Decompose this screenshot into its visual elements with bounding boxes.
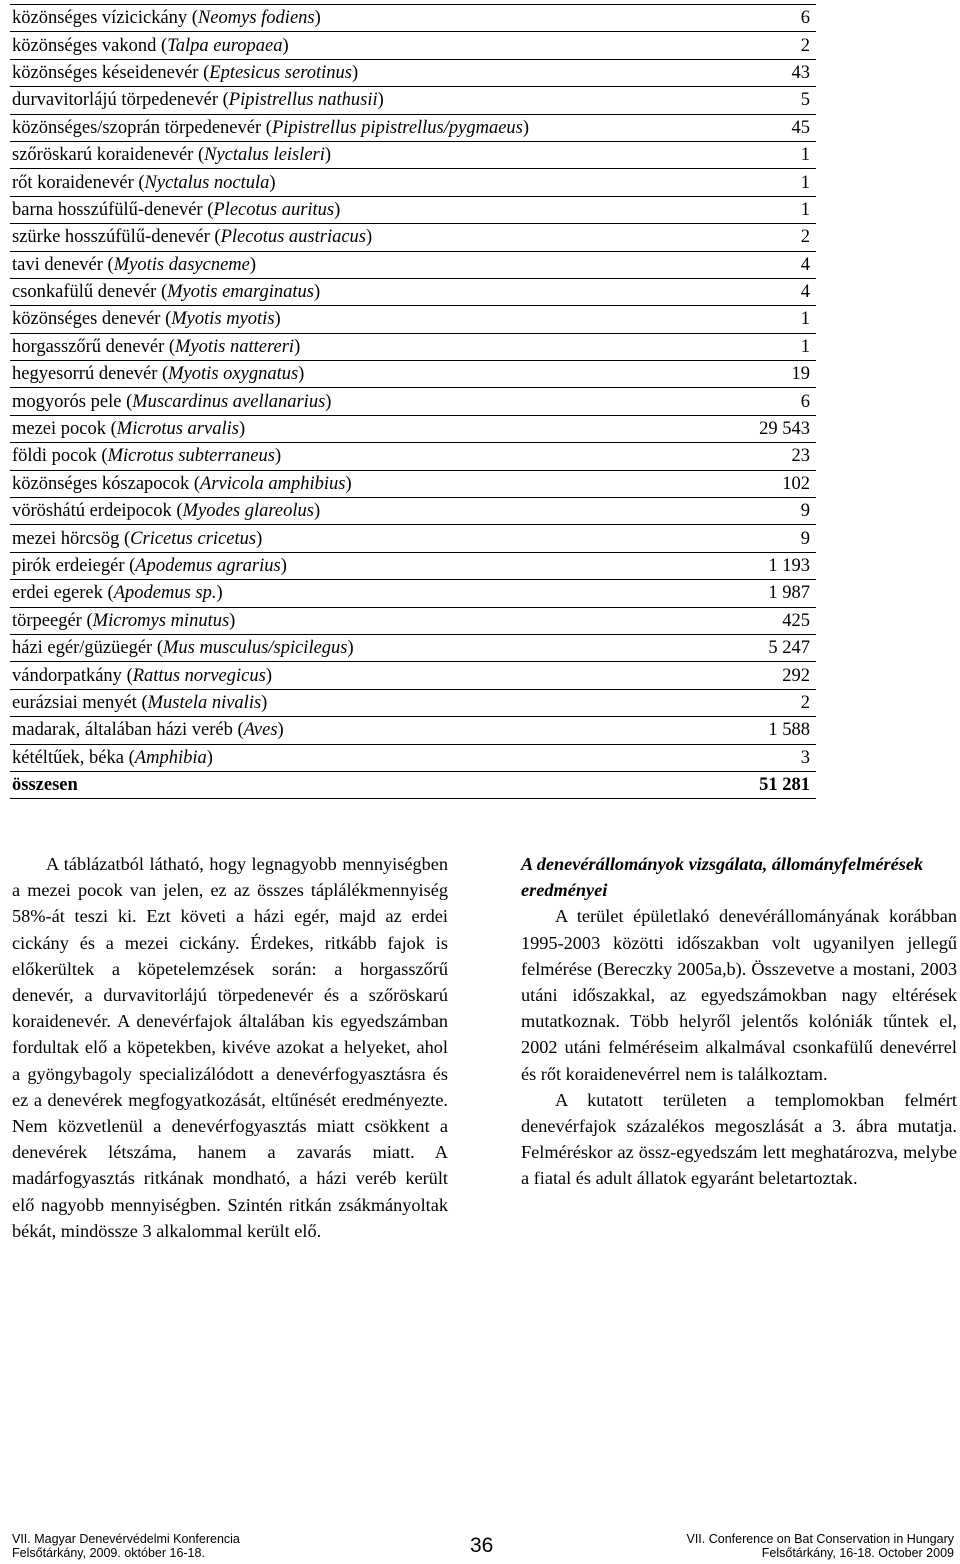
specimen-count: 1 [698,169,816,196]
species-latin-name: Plecotus auritus [213,199,335,220]
species-latin-name: Arvicola amphibius [200,473,346,494]
species-common-name: mezei hörcsög [12,528,120,549]
specimen-count: 3 [698,744,816,771]
species-name-cell: törpeegér (Micromys minutus) [10,607,698,634]
species-common-name: vöröshátú erdeipocok [12,501,172,522]
table-row [10,87,816,114]
specimen-count: 1 [698,141,816,168]
species-latin-name: Pipistrellus pipistrellus/pygmaeus [271,117,523,138]
species-latin-name: Mustela nivalis [147,692,262,713]
table-row [10,251,816,278]
species-latin-name: Myotis dasycneme [113,254,250,275]
species-latin-name: Aves [243,720,278,741]
specimen-count: 43 [698,59,816,86]
species-latin-name: Apodemus agrarius [135,556,281,576]
table-row [10,717,816,744]
species-table [10,4,816,799]
species-common-name: házi egér/güzüegér [12,638,153,659]
specimen-count: 5 [698,87,816,114]
species-name-cell: barna hosszúfülű-denevér (Plecotus auritus) [10,196,698,223]
table-row [10,224,816,251]
footer-conference-hu: VII. Magyar Denevérvédelmi Konferencia [12,1532,240,1546]
species-common-name: közönséges/szoprán törpedenevér [12,117,262,138]
footer-place-date-en: Felsőtárkány, 16-18. October 2009 [761,1546,954,1560]
table-row [10,634,816,661]
species-common-name: mogyorós pele [12,391,122,412]
species-common-name: erdei egerek [12,583,103,604]
species-latin-name: Neomys fodiens [197,8,315,29]
specimen-count: 23 [698,443,816,470]
footer-conference-en: VII. Conference on Bat Conservation in Hungary [686,1532,954,1546]
species-name-cell: szőröskarú koraidenevér (Nyctalus leisleri) [10,141,698,168]
species-common-name: rőt koraidenevér [12,172,134,193]
species-common-name: földi pocok [12,446,97,467]
specimen-count: 9 [698,525,816,552]
left-text-column [12,851,448,1244]
table-row [10,525,816,552]
species-name-cell: erdei egerek (Apodemus sp.) [10,580,698,607]
table-row [10,470,816,497]
species-name-cell: közönséges kószapocok (Arvicola amphibius) [10,470,698,497]
footer-place-date-hu: Felsőtárkány, 2009. október 16-18. [12,1546,205,1560]
species-name-cell: pirók erdeiegér (Apodemus agrarius) [10,552,698,579]
species-common-name: hegyesorrú denevér [12,364,158,385]
table-row [10,361,816,388]
footer-left [12,1532,240,1560]
specimen-count: 292 [698,662,816,689]
species-name-cell: földi pocok (Microtus subterraneus) [10,443,698,470]
table-row [10,278,816,305]
specimen-count: 1 987 [698,580,816,607]
species-latin-name: Muscardinus avellanarius [132,391,326,412]
specimen-count: 2 [698,689,816,716]
footer-right [686,1532,954,1560]
species-name-cell: kétéltűek, béka (Amphibia) [10,744,698,771]
species-name-cell: tavi denevér (Myotis dasycneme) [10,251,698,278]
specimen-count: 6 [698,388,816,415]
specimen-count: 1 [698,196,816,223]
specimen-count: 5 247 [698,634,816,661]
species-latin-name: Mus musculus/spicilegus [163,638,348,659]
species-latin-name: Pipistrellus nathusii [228,90,378,111]
specimen-count: 2 [698,32,816,59]
species-latin-name: Myotis oxygnatus [168,364,299,385]
species-latin-name: Nyctalus leisleri [204,145,325,166]
specimen-count: 2 [698,224,816,251]
species-name-cell: mogyorós pele (Muscardinus avellanarius) [10,388,698,415]
species-common-name: madarak, általában házi veréb [12,720,233,741]
species-latin-name: Myotis emarginatus [167,282,314,303]
table-row [10,388,816,415]
species-common-name: mezei pocok [12,419,106,440]
survey-paragraph-1: A terület épületlakó denevérállományának korábban 1995-2003 közötti időszakban volt ugyanilyen jellegű felmérése (Bereczky 2005a,b). Összevetve a mostani, 2003 utáni időszakkal, az egyedszámokban nagy eltérések mutatkoznak. Több helyről jelentős kolóniák tűntek el, 2002 utáni felméréseim alkalmával csonkafülű denevérrel és rőt koraidenevérrel nem is találkoztam. [521,906,957,1084]
species-name-cell: mezei pocok (Microtus arvalis) [10,415,698,442]
species-name-cell: közönséges késeidenevér (Eptesicus serotinus) [10,59,698,86]
table-row [10,333,816,360]
species-name-cell: eurázsiai menyét (Mustela nivalis) [10,689,698,716]
species-latin-name: Nyctalus noctula [144,172,270,193]
table-row [10,114,816,141]
species-common-name: eurázsiai menyét [12,692,137,713]
species-common-name: kétéltűek, béka [12,747,124,768]
table-row [10,196,816,223]
page-footer [0,1530,960,1564]
total-value: 51 281 [698,771,816,798]
species-common-name: közönséges vakond [12,35,157,56]
table-row [10,32,816,59]
species-name-cell: közönséges/szoprán törpedenevér (Pipistrellus pipistrellus/pygmaeus) [10,114,698,141]
table-row [10,443,816,470]
specimen-count: 1 193 [698,552,816,579]
species-common-name: tavi denevér [12,254,103,275]
species-name-cell: közönséges vakond (Talpa europaea) [10,32,698,59]
species-latin-name: Plecotus austriacus [220,227,366,248]
total-row [10,771,816,798]
page-number: 36 [470,1534,494,1557]
table-row [10,141,816,168]
species-common-name: szürke hosszúfülű-denevér [12,227,210,248]
species-common-name: közönséges denevér [12,309,161,330]
species-common-name: csonkafülű denevér [12,282,157,303]
specimen-count: 4 [698,278,816,305]
specimen-count: 9 [698,498,816,525]
species-name-cell: hegyesorrú denevér (Myotis oxygnatus) [10,361,698,388]
specimen-count: 425 [698,607,816,634]
species-name-cell: házi egér/güzüegér (Mus musculus/spicilegus) [10,634,698,661]
species-name-cell: közönséges denevér (Myotis myotis) [10,306,698,333]
table-row [10,498,816,525]
specimen-count: 6 [698,5,816,32]
specimen-count: 102 [698,470,816,497]
species-name-cell: madarak, általában házi veréb (Aves) [10,717,698,744]
species-common-name: közönséges vízicickány [12,8,188,29]
species-latin-name: Microtus subterraneus [107,446,275,467]
species-latin-name: Microtus arvalis [116,419,239,440]
table-row [10,169,816,196]
species-latin-name: Apodemus sp. [113,583,217,604]
table-row [10,415,816,442]
species-common-name: szőröskarú koraidenevér [12,145,194,166]
survey-paragraph-2: A kutatott területen a templomokban felmért denevérfajok százalékos megoszlását a 3. ábra mutatja. Felméréskor az össz-egyedszám lett meghatározva, melybe a fiatal és adult állatok egyaránt beletartoztak. [521,1089,957,1189]
total-label: összesen [10,771,698,798]
species-name-cell: vándorpatkány (Rattus norvegicus) [10,662,698,689]
species-latin-name: Myodes glareolus [182,501,314,522]
species-name-cell: durvavitorlájú törpedenevér (Pipistrellus nathusii) [10,87,698,114]
species-latin-name: Amphibia [134,747,207,768]
species-common-name: vándorpatkány [12,665,122,686]
species-name-cell: horgasszőrű denevér (Myotis nattereri) [10,333,698,360]
table-row [10,552,816,579]
specimen-count: 19 [698,361,816,388]
species-latin-name: Cricetus cricetus [130,528,257,549]
section-heading: A denevérállományok vizsgálata, állományfelmérések eredményei [521,854,924,901]
table-row [10,607,816,634]
table-row [10,580,816,607]
right-text-column [521,851,957,1192]
table-row [10,5,816,32]
results-paragraph: A táblázatból látható, hogy legnagyobb mennyiségben a mezei pocok van jelen, ez az összes táplálékmennyiség 58%-át teszi ki. Ezt követi a házi egér, majd az erdei cickány és a mezei cickány. Érdekes, ritkább fajok is előkerültek a köpetelemzések során: a horgasszőrű denevér, a durvavitorlájú törpedenevér és a szőröskarú koraidenevér. A denevérfajok általában kis egyedszámban fordultak elő a köpetekben, kivéve azokat a helyeket, ahol a gyöngybagoly specializálódott a denevérfogyasztásra és ez a denevérek megfogyatkozását, eltűnését eredményezte. Nem közvetlenül a denevérfogyasztás miatt csökkent a denevérek létszáma, hanem a zavarás miatt. A madárfogyasztás ritkának mondható, a házi veréb került elő nagyobb mennyiségben. Szintén ritkán zsákmányoltak békát, mindössze 3 alkalommal került elő. [12,854,448,1241]
species-common-name: barna hosszúfülű-denevér [12,199,203,220]
species-name-cell: közönséges vízicickány (Neomys fodiens) [10,5,698,32]
table-row [10,59,816,86]
species-latin-name: Rattus norvegicus [132,665,266,686]
species-name-cell: szürke hosszúfülű-denevér (Plecotus austriacus) [10,224,698,251]
specimen-count: 1 588 [698,717,816,744]
specimen-count: 1 [698,333,816,360]
table-row [10,662,816,689]
species-latin-name: Myotis nattereri [175,336,295,357]
species-latin-name: Eptesicus serotinus [209,62,352,83]
species-common-name: pirók erdeiegér [12,556,125,576]
species-name-cell: mezei hörcsög (Cricetus cricetus) [10,525,698,552]
species-common-name: törpeegér [12,610,82,631]
table-row [10,689,816,716]
species-common-name: durvavitorlájú törpedenevér [12,90,218,111]
specimen-count: 1 [698,306,816,333]
species-latin-name: Myotis myotis [171,309,275,330]
species-common-name: közönséges kószapocok [12,473,190,494]
species-common-name: horgasszőrű denevér [12,336,165,357]
specimen-count: 4 [698,251,816,278]
species-name-cell: rőt koraidenevér (Nyctalus noctula) [10,169,698,196]
species-common-name: közönséges késeidenevér [12,62,199,83]
species-name-cell: csonkafülű denevér (Myotis emarginatus) [10,278,698,305]
species-name-cell: vöröshátú erdeipocok (Myodes glareolus) [10,498,698,525]
species-latin-name: Talpa europaea [167,35,283,56]
table-row [10,306,816,333]
specimen-count: 29 543 [698,415,816,442]
species-latin-name: Micromys minutus [92,610,230,631]
specimen-count: 45 [698,114,816,141]
table-row [10,744,816,771]
